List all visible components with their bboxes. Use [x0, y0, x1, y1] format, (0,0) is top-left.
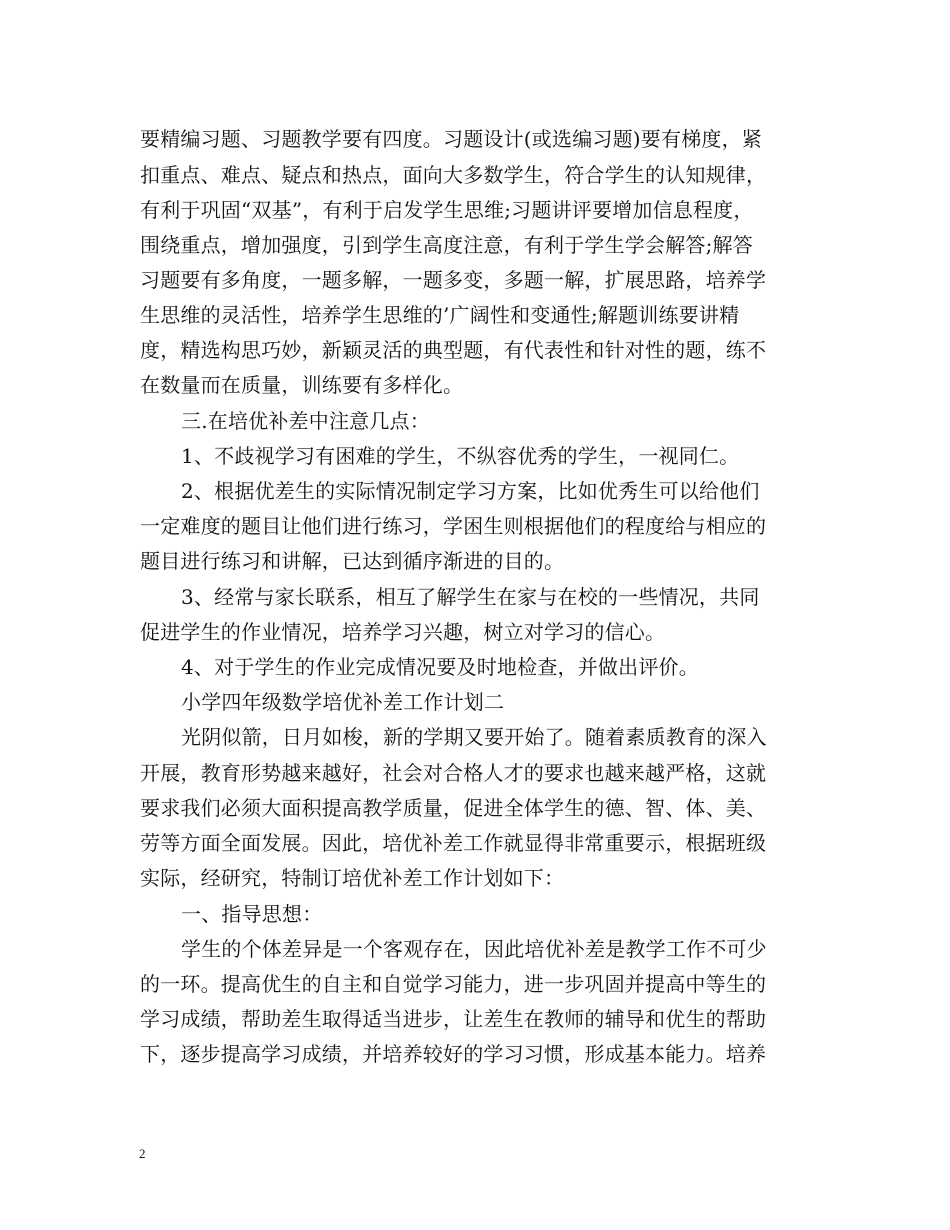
- text-line: 围绕重点，增加强度，引到学生高度注意，有利于学生学会解答;解答: [140, 233, 753, 257]
- text-line: 要求我们必须大面积提高教学质量，促进全体学生的德、智、体、美、: [140, 796, 767, 820]
- text-line: 实际，经研究，特制订培优补差工作计划如下：: [140, 866, 565, 890]
- list-item: 1、不歧视学习有困难的学生，不纵容优秀的学生，一视同仁。: [181, 444, 740, 468]
- list-item: 4、对于学生的作业完成情况要及时地检查，并做出评价。: [181, 655, 699, 679]
- text-line: 一定难度的题目让他们进行练习，学困生则根据他们的程度给与相应的: [140, 514, 767, 538]
- text-line: 开展，教育形势越来越好，社会对合格人才的要求也越来越严格，这就: [140, 761, 767, 785]
- text-line: 劳等方面全面发展。因此，培优补差工作就显得非常重要示，根据班级: [140, 831, 767, 855]
- text-line: 促进学生的作业情况，培养学习兴趣，树立对学习的信心。: [140, 620, 666, 644]
- text-line: 学习成绩，帮助差生取得适当进步，让差生在教师的辅导和优生的帮助: [140, 1007, 767, 1031]
- text-line: 题目进行练习和讲解，已达到循序渐进的目的。: [140, 549, 565, 573]
- list-item: 3、经常与家长联系，相互了解学生在家与在校的一些情况，共同: [181, 585, 760, 609]
- text-line: 学生的个体差异是一个客观存在，因此培优补差是教学工作不可少: [181, 937, 767, 961]
- text-line: 习题要有多角度，一题多解，一题多变，多题一解，扩展思路，培养学: [140, 268, 767, 292]
- text-line: 扣重点、难点、疑点和热点，面向大多数学生，符合学生的认知规律，: [140, 163, 767, 187]
- document-title: 小学四年级数学培优补差工作计划二: [181, 690, 505, 714]
- text-line: 下，逐步提高学习成绩，并培养较好的学习习惯，形成基本能力。培养: [140, 1042, 767, 1066]
- list-item: 2、根据优差生的实际情况制定学习方案，比如优秀生可以给他们: [181, 479, 760, 503]
- section-heading: 三.在培优补差中注意几点：: [181, 409, 430, 433]
- text-line: 要精编习题、习题教学要有四度。习题设计(或选编习题)要有梯度，紧: [140, 127, 763, 151]
- text-line: 的一环。提高优生的自主和自觉学习能力，进一步巩固并提高中等生的: [140, 972, 767, 996]
- text-line: 有利于巩固“双基”，有利于启发学生思维;习题讲评要增加信息程度，: [140, 198, 754, 222]
- text-line: 度，精选构思巧妙，新颖灵活的典型题，有代表性和针对性的题，练不: [140, 338, 767, 362]
- page-number: 2: [139, 1146, 146, 1161]
- text-line: 光阴似箭，日月如梭，新的学期又要开始了。随着素质教育的深入: [181, 725, 767, 749]
- text-line: 生思维的灵活性，培养学生思维的’广阔性和变通性;解题训练要讲精: [140, 303, 740, 327]
- section-heading: 一、指导思想：: [181, 902, 323, 926]
- text-line: 在数量而在质量，训练要有多样化。: [140, 373, 464, 397]
